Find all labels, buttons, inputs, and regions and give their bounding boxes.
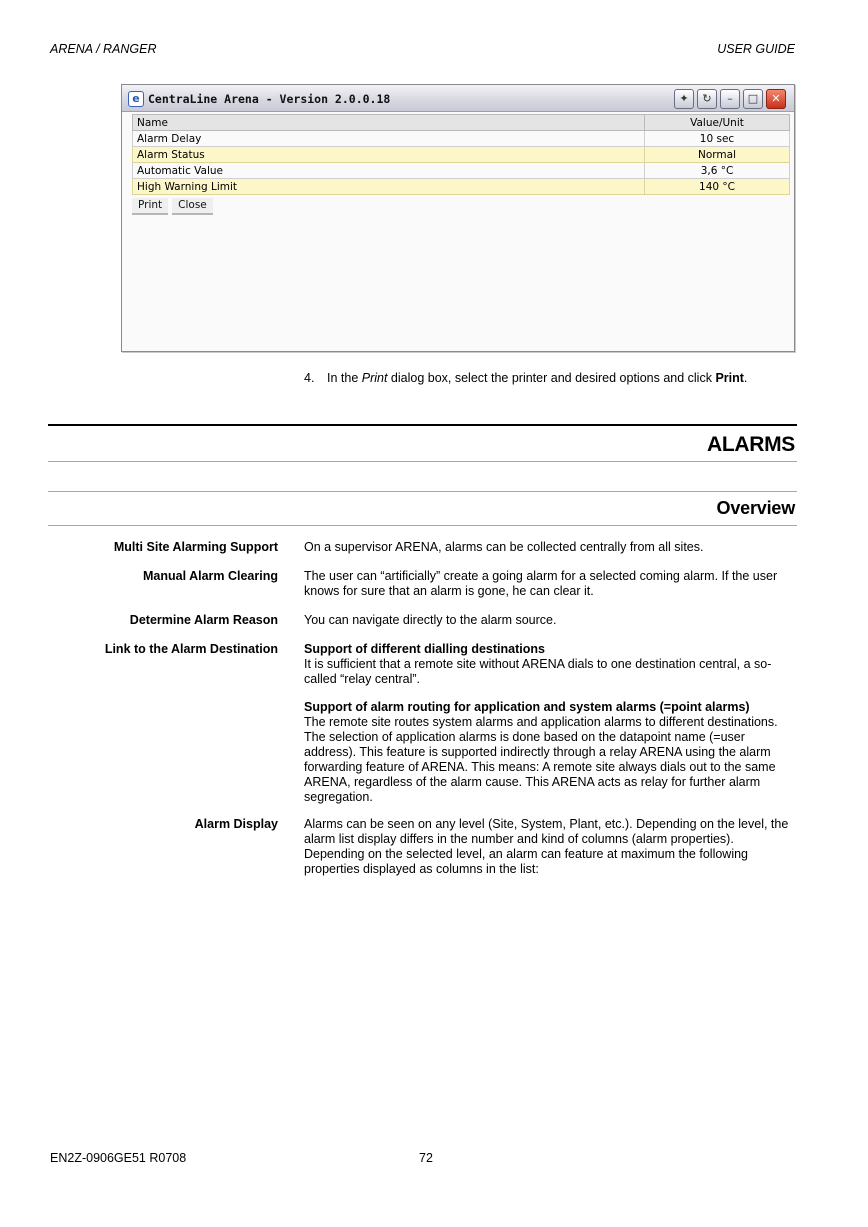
item-text: The user can “artificially” create a going alarm for a selected coming alarm. If the user knows for sure that an alarm is gone, he can clear it. xyxy=(304,569,778,598)
subsection-title: Overview xyxy=(716,498,795,518)
window-titlebar xyxy=(122,85,794,112)
minimize-icon[interactable]: – xyxy=(720,89,740,109)
row-name: Automatic Value xyxy=(133,163,645,179)
row-value: 10 sec xyxy=(645,131,790,147)
dialog-buttons xyxy=(132,198,213,215)
footer-doc-number: EN2Z-0906GE51 R0708 xyxy=(50,1151,187,1165)
item-text: You can navigate directly to the alarm source. xyxy=(304,613,557,627)
refresh-icon[interactable]: ↻ xyxy=(697,89,717,109)
row-value: 3,6 °C xyxy=(645,163,790,179)
item-label: Link to the Alarm Destination xyxy=(104,642,278,656)
item-block xyxy=(304,700,794,805)
item-text: The remote site routes system alarms and application alarms to different destinations. The selection of application alarms is done based on the datapoint name (=user address). This feature is supported indirectly through a relay ARENA using the alarm forwarding feature of ARENA. This means: A remote site always dials out to the same ARENA, regardless of the alarm cause. This ARENA acts as relay for further alarm segregation. xyxy=(304,715,778,804)
step-text: In the xyxy=(327,371,362,385)
pin-icon[interactable]: ✦ xyxy=(674,89,694,109)
section-rule-bottom xyxy=(48,461,797,462)
item-subheading: Support of alarm routing for application and system alarms (=point alarms) xyxy=(304,700,750,714)
step-number: 4. xyxy=(304,371,315,385)
item-label: Determine Alarm Reason xyxy=(129,613,278,627)
item-text: It is sufficient that a remote site without ARENA dials to one destination central, a so-called “relay central”. xyxy=(304,657,772,686)
step-bold: Print xyxy=(715,371,744,385)
item-text: On a supervisor ARENA, alarms can be collected centrally from all sites. xyxy=(304,540,704,554)
row-value: 140 °C xyxy=(645,179,790,195)
close-button[interactable]: Close xyxy=(172,198,213,215)
table-row[interactable] xyxy=(133,163,790,179)
row-name: High Warning Limit xyxy=(133,179,645,195)
running-header-right: USER GUIDE xyxy=(717,42,795,56)
print-button[interactable]: Print xyxy=(132,198,168,215)
step-4 xyxy=(304,371,747,385)
footer-page-number: 72 xyxy=(419,1151,433,1165)
embedded-app-window xyxy=(121,84,795,352)
item-label: Alarm Display xyxy=(194,817,278,831)
table-row[interactable] xyxy=(133,147,790,163)
row-value: Normal xyxy=(645,147,790,163)
step-text: . xyxy=(743,371,748,385)
row-name: Alarm Delay xyxy=(133,131,645,147)
table-row[interactable] xyxy=(133,179,790,195)
item-label: Manual Alarm Clearing xyxy=(143,569,278,583)
item-label: Multi Site Alarming Support xyxy=(113,540,278,554)
item-block xyxy=(304,642,794,687)
window-controls xyxy=(674,89,786,109)
subsection-rule-top xyxy=(48,491,797,492)
step-text: dialog box, select the printer and desired options and click xyxy=(387,371,716,385)
subsection-rule-bottom xyxy=(48,525,797,526)
row-name: Alarm Status xyxy=(133,147,645,163)
item-subheading: Support of different dialling destinations xyxy=(304,642,545,656)
section-rule xyxy=(48,424,797,426)
properties-table xyxy=(132,114,790,195)
close-icon[interactable]: ✕ xyxy=(766,89,786,109)
item-text: Alarms can be seen on any level (Site, System, Plant, etc.). Depending on the level, the alarm list display differs in the number and kind of columns (alarm properties). Depending on the selected level, an alarm can feature at maximum the following properties displayed as columns in the list: xyxy=(304,817,789,876)
maximize-icon[interactable]: □ xyxy=(743,89,763,109)
table-row[interactable] xyxy=(133,131,790,147)
section-title: ALARMS xyxy=(706,433,795,456)
app-icon: e xyxy=(128,91,144,107)
column-header-name[interactable]: Name xyxy=(133,115,645,131)
column-header-value[interactable]: Value/Unit xyxy=(645,115,790,131)
window-title: CentraLine Arena - Version 2.0.0.18 xyxy=(148,92,391,106)
step-italic: Print xyxy=(361,371,388,385)
running-header-left: ARENA / RANGER xyxy=(50,42,157,56)
